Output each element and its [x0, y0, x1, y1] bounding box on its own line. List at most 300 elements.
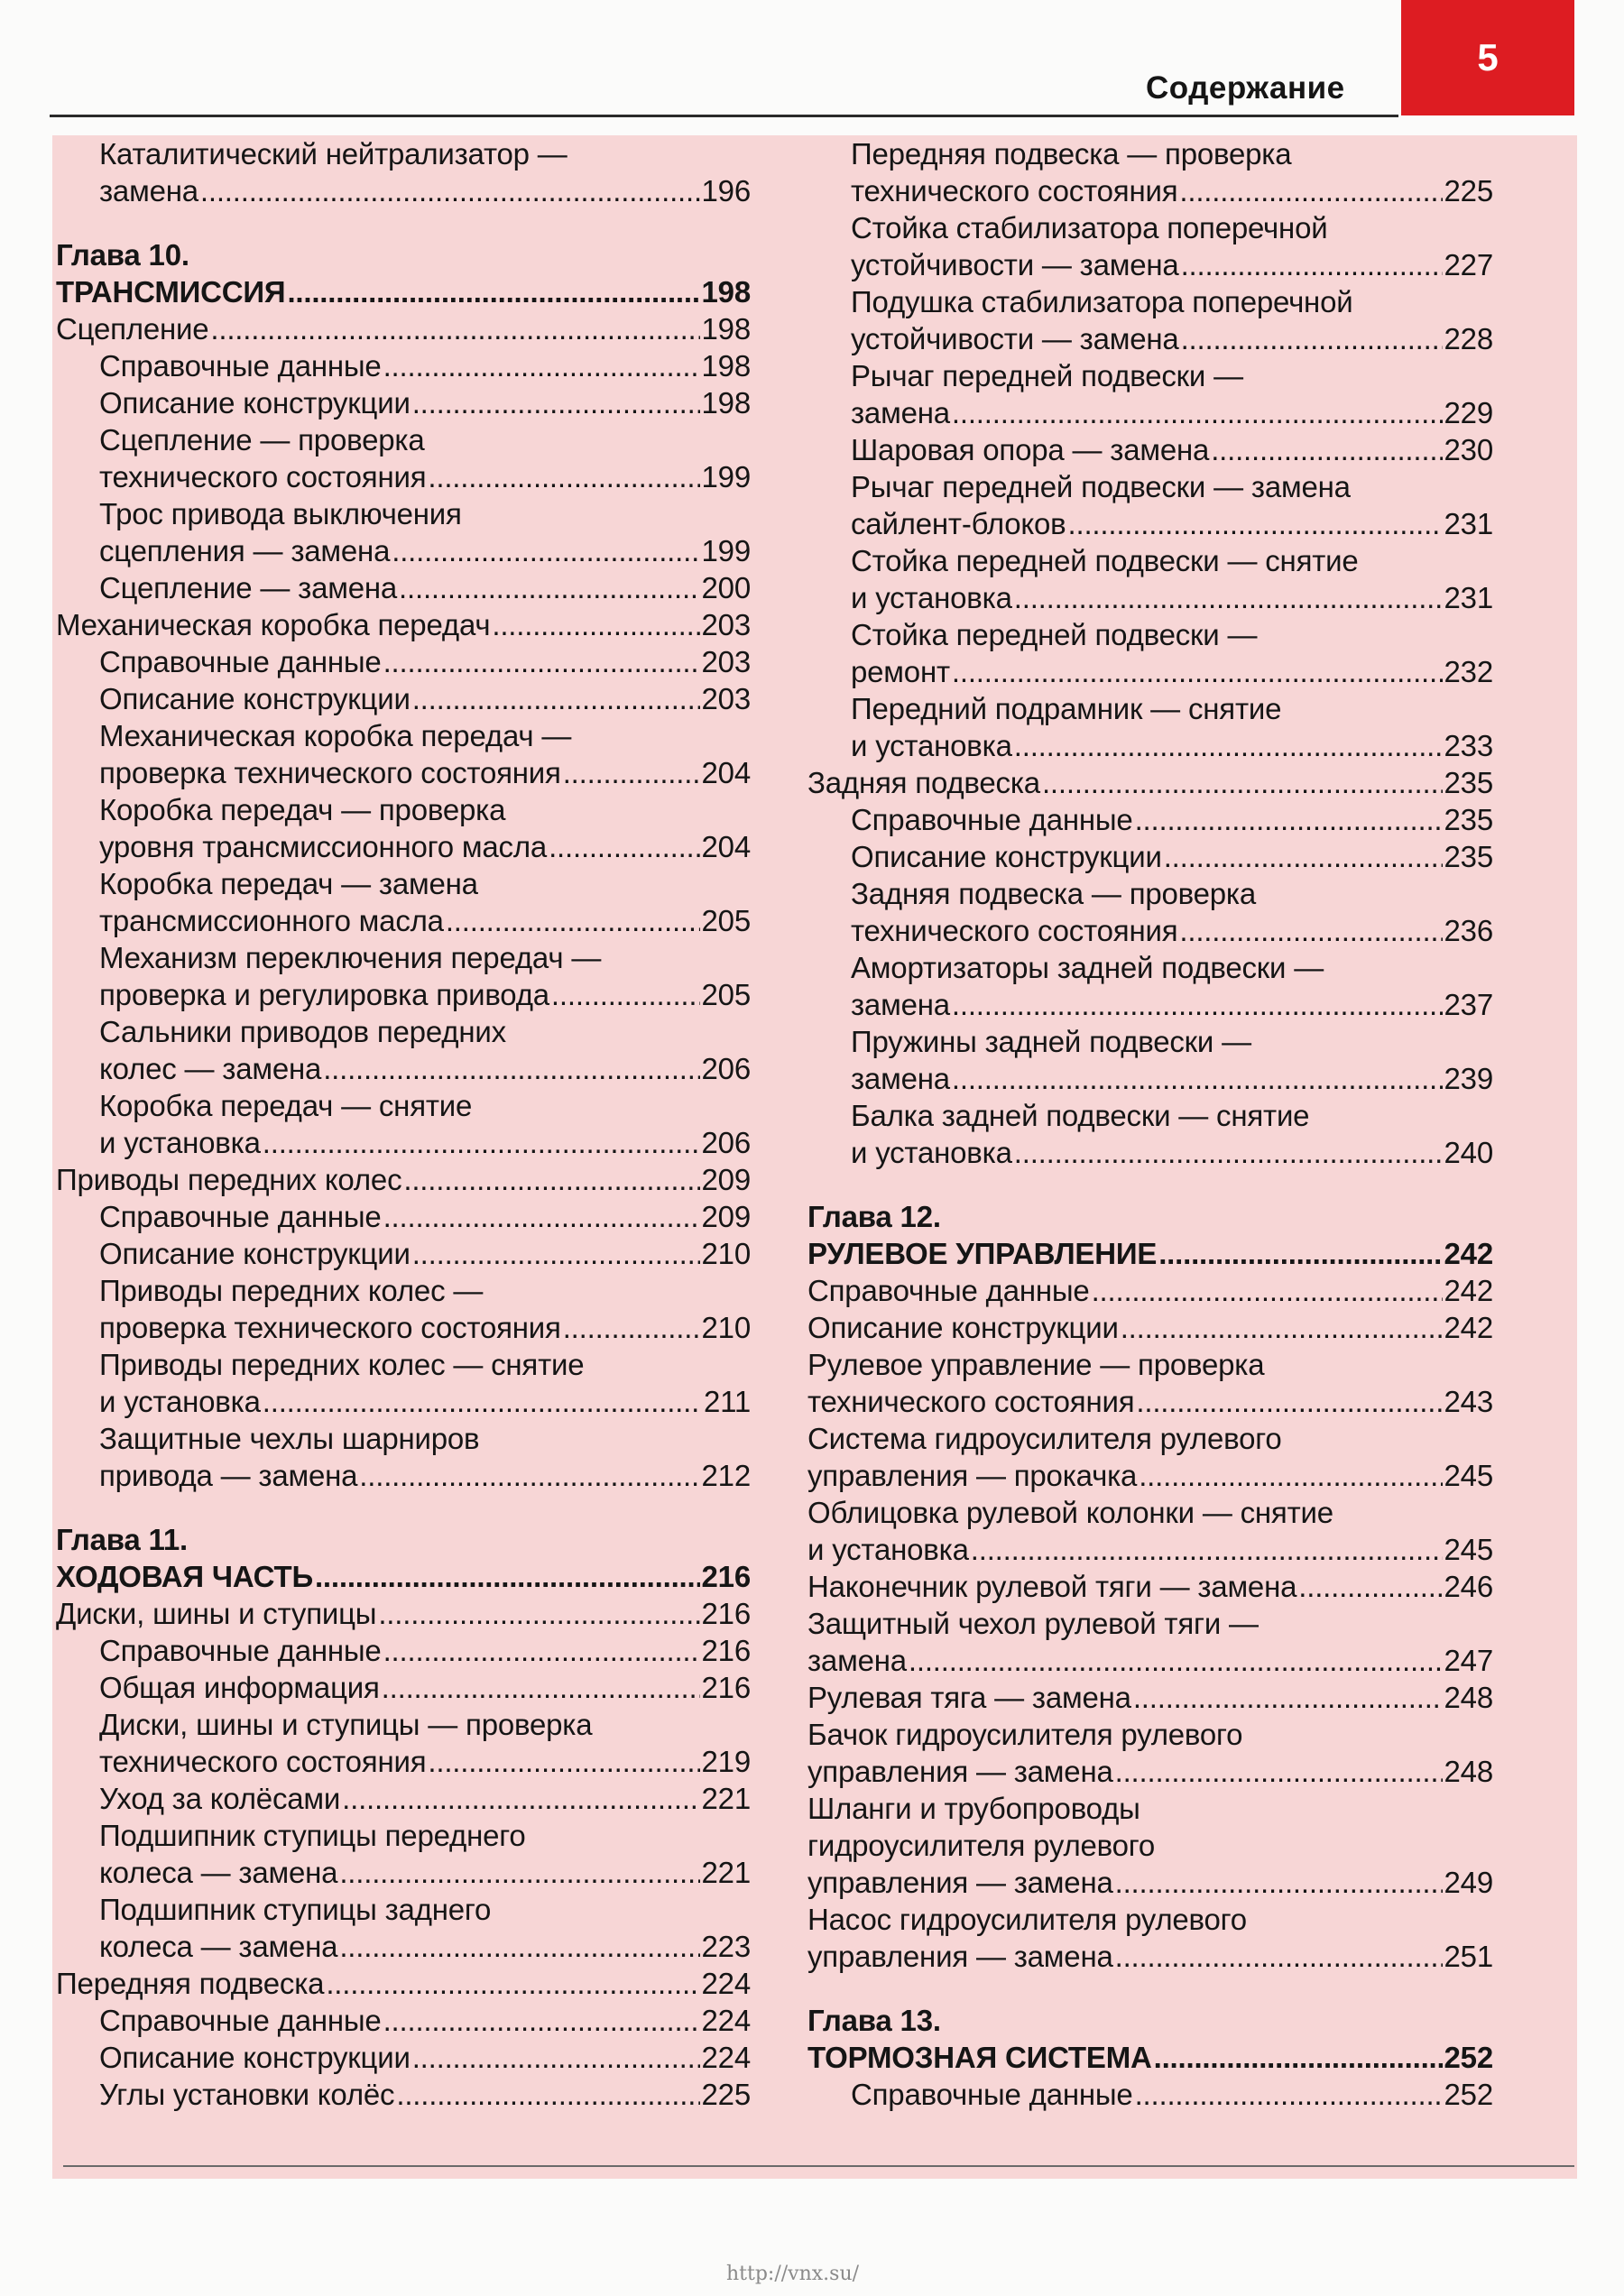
toc-entry [56, 1891, 751, 1928]
toc-entry-title: Шланги и трубопроводы [807, 1792, 1140, 1825]
toc-entry-title: замена [99, 174, 198, 207]
toc-entry [56, 1161, 751, 1198]
toc-entry-title: Стойка передней подвески — [851, 618, 1258, 651]
toc-entry [56, 1346, 751, 1383]
toc-entry [807, 727, 1493, 764]
dot-leader [1154, 2039, 1443, 2076]
toc-entry [807, 838, 1493, 875]
toc-entry-title: устойчивости — замена [851, 248, 1179, 281]
toc-page-number: 204 [701, 756, 751, 789]
toc-entry-title: технического состояния [99, 460, 427, 493]
toc-entry-title: Передняя подвеска — проверка [851, 137, 1292, 171]
toc-column-right [807, 135, 1493, 2113]
toc-page-number: 237 [1444, 988, 1493, 1021]
toc-heading [56, 273, 751, 310]
footer-rule [63, 2165, 1574, 2167]
toc-entry-title: колеса — замена [99, 1856, 338, 1889]
toc-entry-title: Сцепление — замена [99, 571, 398, 604]
toc-entry [56, 1457, 751, 1494]
dot-leader [323, 1050, 699, 1087]
toc-page-number: 235 [1444, 803, 1493, 836]
dot-leader [1014, 1134, 1443, 1171]
toc-entry-title: гидроусилителя рулевого [807, 1829, 1156, 1862]
toc-page-number: 216 [701, 1560, 751, 1593]
toc-entry [807, 1309, 1493, 1346]
dot-leader [1181, 320, 1443, 357]
toc-page-number: 242 [1444, 1237, 1493, 1270]
toc-heading [56, 1521, 751, 1558]
toc-entry-title: Уход за колёсами [99, 1782, 341, 1815]
toc-entry-title: Общая информация [99, 1671, 380, 1704]
dot-leader [412, 384, 700, 421]
dot-leader [383, 2002, 700, 2039]
toc-page-number: 203 [701, 608, 751, 641]
toc-entry-title: РУЛЕВОЕ УПРАВЛЕНИЕ [807, 1237, 1158, 1270]
toc-entry [56, 2039, 751, 2076]
toc-entry [807, 1134, 1493, 1171]
dot-leader [1135, 2076, 1443, 2113]
toc-page-number: 198 [701, 386, 751, 420]
toc-page-number: 252 [1444, 2041, 1493, 2074]
toc-entry-title: и установка [851, 729, 1012, 762]
toc-entry [56, 902, 751, 939]
toc-entry-title: ТОРМОЗНАЯ СИСТЕМА [807, 2041, 1152, 2074]
toc-entry [807, 1827, 1493, 1864]
dot-leader [1136, 1383, 1442, 1420]
toc-page-number: 245 [1444, 1459, 1493, 1492]
toc-entry-title: Диски, шины и ступицы [56, 1597, 377, 1630]
toc-heading [807, 2002, 1493, 2039]
toc-entry-title: замена [851, 396, 950, 429]
toc-page-number: 224 [701, 1967, 751, 2000]
toc-entry [807, 912, 1493, 949]
toc-page-number: 216 [701, 1597, 751, 1630]
toc-entry-title: Справочные данные [99, 2004, 382, 2037]
toc-entry-title: Сцепление — проверка [99, 423, 425, 456]
dot-leader [1179, 172, 1442, 209]
toc-entry [56, 976, 751, 1013]
dot-leader [1014, 727, 1443, 764]
toc-entry-title: проверка технического состояния [99, 756, 561, 789]
toc-entry-title: привода — замена [99, 1459, 358, 1492]
toc-page-number: 251 [1444, 1940, 1493, 1973]
toc-entry [807, 616, 1493, 653]
toc-page-number: 209 [701, 1163, 751, 1196]
toc-page-number: 243 [1444, 1385, 1493, 1418]
toc-entry [56, 384, 751, 421]
toc-page-number: 235 [1444, 840, 1493, 873]
toc-entry-title: Описание конструкции [99, 386, 411, 420]
toc-entry [807, 1346, 1493, 1383]
toc-heading [807, 2039, 1493, 2076]
toc-page-number: 229 [1444, 396, 1493, 429]
toc-entry-title: Трос привода выключения [99, 497, 462, 530]
toc-entry-title: Описание конструкции [99, 682, 411, 715]
toc-entry [807, 690, 1493, 727]
dot-leader [210, 310, 699, 347]
toc-page-number: 209 [701, 1200, 751, 1233]
toc-entry-title: Рулевое управление — проверка [807, 1348, 1265, 1381]
dot-leader [1158, 1235, 1442, 1272]
toc-page-number: 224 [701, 2004, 751, 2037]
dot-leader [1211, 431, 1442, 468]
dot-leader [383, 643, 700, 680]
toc-entry-title: замена [851, 1062, 950, 1095]
toc-entry-title: и установка [807, 1533, 969, 1566]
dot-leader [339, 1854, 699, 1891]
toc-entry [56, 1087, 751, 1124]
toc-entry [807, 1272, 1493, 1309]
toc-page-number: 203 [701, 682, 751, 715]
toc-entry-title: уровня трансмиссионного масла [99, 830, 548, 863]
toc-entry [56, 1706, 751, 1743]
toc-entry-title: Передний подрамник — снятие [851, 692, 1282, 725]
toc-entry [807, 431, 1493, 468]
toc-entry-title: технического состояния [851, 914, 1178, 947]
toc-entry-title: Задняя подвеска — проверка [851, 877, 1257, 910]
toc-entry [807, 1531, 1493, 1568]
toc-entry-title: Коробка передач — замена [99, 867, 478, 900]
toc-page-number: 242 [1444, 1274, 1493, 1307]
toc-entry [807, 986, 1493, 1023]
toc-page-number: 240 [1444, 1136, 1493, 1169]
toc-entry [56, 458, 751, 495]
toc-page-number: 239 [1444, 1062, 1493, 1095]
toc-entry [807, 1938, 1493, 1975]
toc-entry-title: Коробка передач — снятие [99, 1089, 473, 1122]
toc-entry [56, 495, 751, 532]
dot-leader [326, 1965, 699, 2002]
toc-page-number: 252 [1444, 2078, 1493, 2111]
dot-leader [383, 347, 700, 384]
toc-entry [807, 1605, 1493, 1642]
toc-entry-title: Описание конструкции [99, 2041, 411, 2074]
toc-entry [56, 717, 751, 754]
toc-heading [807, 1235, 1493, 1272]
toc-entry-title: управления — замена [807, 1940, 1113, 1973]
toc-entry-title: Описание конструкции [99, 1237, 411, 1270]
toc-page-number: 231 [1444, 581, 1493, 614]
toc-page-number: 196 [701, 174, 751, 207]
toc-page-number: 233 [1444, 729, 1493, 762]
toc-entry-title: Передняя подвеска [56, 1967, 325, 2000]
toc-entry [56, 1383, 751, 1420]
toc-entry [807, 1023, 1493, 1060]
dot-leader [551, 976, 700, 1013]
dot-leader [412, 2039, 700, 2076]
dot-leader [342, 1780, 699, 1817]
toc-entry [807, 1097, 1493, 1134]
toc-entry-title: замена [807, 1644, 907, 1677]
toc-page-number: 231 [1444, 507, 1493, 540]
toc-entry-title: колеса — замена [99, 1930, 338, 1963]
dot-leader [1181, 246, 1443, 283]
toc-page-number: 206 [701, 1052, 751, 1085]
toc-entry-title: Справочные данные [807, 1274, 1090, 1307]
dot-leader [1014, 579, 1443, 616]
toc-page-number: 200 [701, 571, 751, 604]
toc-page-number: 232 [1444, 655, 1493, 688]
toc-entry [56, 1013, 751, 1050]
toc-entry [56, 791, 751, 828]
dot-leader [412, 1235, 700, 1272]
toc-entry [56, 1743, 751, 1780]
toc-entry [56, 135, 751, 172]
toc-page-number: 247 [1444, 1644, 1493, 1677]
toc-entry [56, 2002, 751, 2039]
toc-heading [56, 1558, 751, 1595]
toc-entry-title: Глава 11. [56, 1523, 189, 1556]
toc-entry [56, 310, 751, 347]
toc-entry-title: устойчивости — замена [851, 322, 1179, 355]
toc-entry-title: технического состояния [807, 1385, 1135, 1418]
toc-entry [56, 347, 751, 384]
toc-entry-title: Справочные данные [99, 1634, 382, 1667]
toc-entry [56, 569, 751, 606]
toc-entry [807, 283, 1493, 320]
toc-entry-title: Углы установки колёс [99, 2078, 395, 2111]
toc-entry-title: Подшипник ступицы заднего [99, 1893, 492, 1926]
toc-page-number: 203 [701, 645, 751, 678]
toc-page-number: 245 [1444, 1533, 1493, 1566]
toc-entry-title: Задняя подвеска [807, 766, 1040, 799]
page-number: 5 [1477, 36, 1499, 78]
dot-leader [1068, 505, 1443, 542]
toc-page-number: 212 [701, 1459, 751, 1492]
dot-leader [909, 1642, 1443, 1679]
toc-page-number: 199 [701, 460, 751, 493]
toc-entry [807, 1494, 1493, 1531]
toc-entry [807, 1790, 1493, 1827]
toc-page-number: 230 [1444, 433, 1493, 466]
dot-leader [1139, 1457, 1442, 1494]
dot-leader [382, 1669, 700, 1706]
dot-leader [396, 2076, 699, 2113]
toc-entry-title: ремонт [851, 655, 950, 688]
toc-page-number: 198 [701, 349, 751, 383]
toc-page-number: 225 [701, 2078, 751, 2111]
toc-entry [56, 1928, 751, 1965]
toc-entry-title: Сальники приводов передних [99, 1015, 506, 1048]
toc-entry [807, 2076, 1493, 2113]
toc-page-number: 249 [1444, 1866, 1493, 1899]
toc-entry-title: Система гидроусилителя рулевого [807, 1422, 1282, 1455]
toc-page-number: 204 [701, 830, 751, 863]
toc-entry-title: Стойка стабилизатора поперечной [851, 211, 1328, 244]
toc-entry-title: Наконечник рулевой тяги — замена [807, 1570, 1297, 1603]
toc-entry [56, 1632, 751, 1669]
toc-page-number: 205 [701, 978, 751, 1011]
toc-entry [807, 1901, 1493, 1938]
dot-leader [952, 394, 1443, 431]
toc-entry [807, 1753, 1493, 1790]
toc-entry [807, 949, 1493, 986]
dot-leader [339, 1928, 699, 1965]
toc-entry-title: Глава 10. [56, 238, 189, 272]
toc-entry [56, 1817, 751, 1854]
toc-entry-title: Глава 13. [807, 2004, 941, 2037]
toc-entry [56, 865, 751, 902]
toc-page-number: 216 [701, 1671, 751, 1704]
toc-entry [56, 1780, 751, 1817]
dot-leader [1164, 838, 1443, 875]
toc-entry [807, 135, 1493, 172]
toc-entry [807, 394, 1493, 431]
toc-entry-title: Стойка передней подвески — снятие [851, 544, 1359, 577]
toc-entry-title: Подушка стабилизатора поперечной [851, 285, 1353, 318]
toc-entry [807, 1420, 1493, 1457]
toc-entry-title: Справочные данные [99, 645, 382, 678]
toc-entry [56, 421, 751, 458]
dot-leader [1115, 1753, 1443, 1790]
dot-leader [563, 1309, 700, 1346]
toc-entry-title: Справочные данные [99, 349, 382, 383]
toc-page-number: 210 [701, 1311, 751, 1344]
toc-entry [807, 1642, 1493, 1679]
toc-page-number: 221 [701, 1782, 751, 1815]
toc-entry-title: Насос гидроусилителя рулевого [807, 1903, 1247, 1936]
toc-entry [807, 579, 1493, 616]
toc-entry [807, 246, 1493, 283]
toc-entry-title: Шаровая опора — замена [851, 433, 1210, 466]
dot-leader [1115, 1938, 1443, 1975]
toc-entry-title: Описание конструкции [807, 1311, 1119, 1344]
toc-entry-title: Защитные чехлы шарниров [99, 1422, 480, 1455]
toc-entry-title: Амортизаторы задней подвески — [851, 951, 1324, 984]
toc-entry [56, 1595, 751, 1632]
toc-page-number: 219 [701, 1745, 751, 1778]
toc-entry [807, 1060, 1493, 1097]
toc-page-number: 223 [701, 1930, 751, 1963]
toc-entry-title: и установка [99, 1385, 261, 1418]
toc-entry [56, 1272, 751, 1309]
toc-entry-title: Справочные данные [99, 1200, 382, 1233]
toc-entry [807, 1457, 1493, 1494]
dot-leader [359, 1457, 699, 1494]
page-header-title: Содержание [1146, 70, 1345, 106]
watermark-url: http://vnx.su/ [726, 2263, 860, 2285]
toc-entry-title: Облицовка рулевой колонки — снятие [807, 1496, 1333, 1529]
toc-heading [56, 236, 751, 273]
toc-entry [56, 754, 751, 791]
toc-page-number: 225 [1444, 174, 1493, 207]
toc-entry [56, 1124, 751, 1161]
toc-entry-title: сцепления — замена [99, 534, 391, 567]
toc-page-number: 210 [701, 1237, 751, 1270]
dot-leader [428, 458, 699, 495]
dot-leader [287, 273, 699, 310]
toc-entry [56, 1309, 751, 1346]
toc-entry-title: Рычаг передней подвески — замена [851, 470, 1351, 503]
toc-entry [56, 172, 751, 209]
toc-entry [807, 357, 1493, 394]
toc-page-number: 216 [701, 1634, 751, 1667]
toc-page-number: 236 [1444, 914, 1493, 947]
toc-entry-title: и установка [851, 581, 1012, 614]
toc-entry [807, 1716, 1493, 1753]
toc-entry-title: Справочные данные [851, 803, 1133, 836]
dot-leader [1121, 1309, 1443, 1346]
toc-entry [56, 1420, 751, 1457]
toc-entry-title: Глава 12. [807, 1200, 941, 1233]
toc-entry-title: Механическая коробка передач — [99, 719, 572, 752]
toc-page-number: 224 [701, 2041, 751, 2074]
toc-entry [807, 1679, 1493, 1716]
toc-entry-title: Балка задней подвески — снятие [851, 1099, 1310, 1132]
dot-leader [952, 986, 1443, 1023]
toc-entry-title: Механическая коробка передач [56, 608, 491, 641]
toc-page-number: 248 [1444, 1681, 1493, 1714]
dot-leader [1115, 1864, 1443, 1901]
toc-entry [56, 1669, 751, 1706]
dot-leader [392, 532, 699, 569]
toc-entry [807, 320, 1493, 357]
dot-leader [200, 172, 700, 209]
toc-entry-title: Приводы передних колес — [99, 1274, 484, 1307]
dot-leader [383, 1198, 700, 1235]
toc-entry-title: Справочные данные [851, 2078, 1133, 2111]
toc-entry-title: управления — замена [807, 1866, 1113, 1899]
toc-entry [56, 1235, 751, 1272]
toc-entry [56, 1198, 751, 1235]
toc-entry-title: Подшипник ступицы переднего [99, 1819, 526, 1852]
toc-page-number: 198 [701, 275, 751, 309]
toc-entry-title: и установка [851, 1136, 1012, 1169]
toc-entry-title: Коробка передач — проверка [99, 793, 506, 826]
toc-entry-title: и установка [99, 1126, 261, 1159]
dot-leader [412, 680, 700, 717]
toc-entry [807, 1864, 1493, 1901]
toc-entry [56, 643, 751, 680]
toc-entry-title: проверка и регулировка привода [99, 978, 549, 1011]
toc-page-number: 235 [1444, 766, 1493, 799]
toc-entry-title: Диски, шины и ступицы — проверка [99, 1708, 593, 1741]
dot-leader [563, 754, 700, 791]
dot-leader [403, 1161, 699, 1198]
dot-leader [378, 1595, 699, 1632]
toc-entry [807, 172, 1493, 209]
page-number-tab [1401, 0, 1574, 115]
dot-leader [1298, 1568, 1442, 1605]
toc-entry [56, 680, 751, 717]
dot-leader [1179, 912, 1442, 949]
toc-entry [807, 1568, 1493, 1605]
toc-entry [807, 542, 1493, 579]
dot-leader [952, 1060, 1443, 1097]
toc-entry [56, 1854, 751, 1891]
toc-entry [807, 209, 1493, 246]
dot-leader [1042, 764, 1443, 801]
toc-entry [807, 653, 1493, 690]
dot-leader [446, 902, 700, 939]
dot-leader [549, 828, 699, 865]
dot-leader [952, 653, 1443, 690]
toc-entry [56, 606, 751, 643]
toc-entry [56, 939, 751, 976]
toc-entry [807, 875, 1493, 912]
toc-entry-title: технического состояния [851, 174, 1178, 207]
toc-entry [56, 828, 751, 865]
dot-leader [383, 1632, 700, 1669]
dot-leader [1135, 801, 1443, 838]
toc-page-number: 206 [701, 1126, 751, 1159]
toc-entry-title: Сцепление [56, 312, 209, 346]
toc-entry-title: проверка технического состояния [99, 1311, 561, 1344]
toc-page-number: 246 [1444, 1570, 1493, 1603]
toc-entry-title: Пружины задней подвески — [851, 1025, 1251, 1058]
toc-entry-title: Механизм переключения передач — [99, 941, 602, 974]
toc-page-number: 198 [701, 312, 751, 346]
